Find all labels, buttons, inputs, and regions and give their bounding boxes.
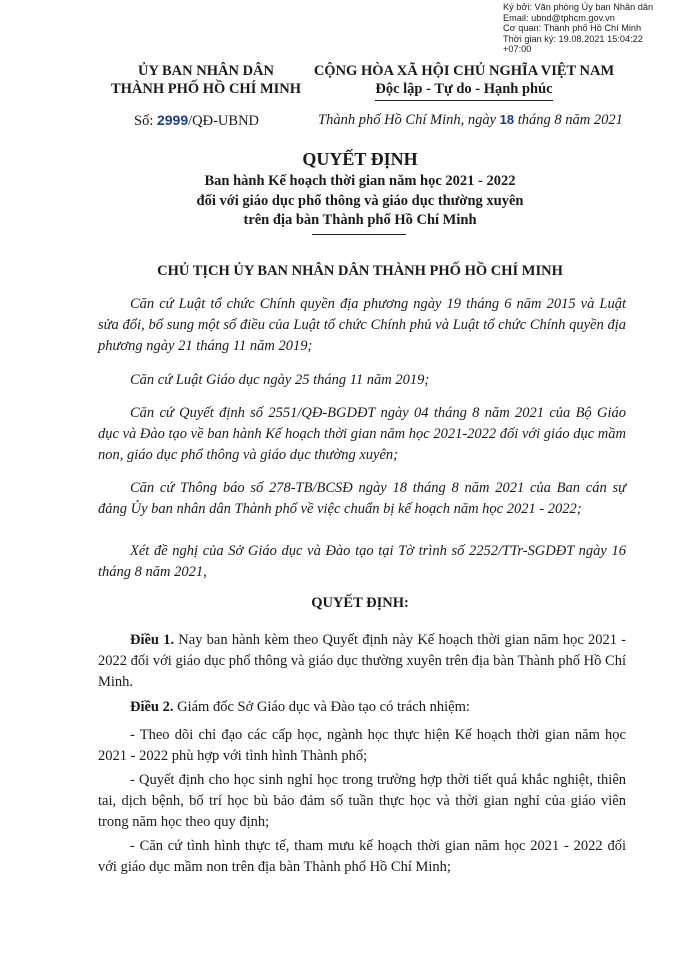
article-2-label: Điều 2. — [130, 699, 174, 715]
document-date — [318, 112, 623, 129]
signature-time: Thời gian ký: 19.08.2021 15:04:22 — [503, 33, 643, 44]
title-underline — [312, 234, 406, 235]
national-motto: Độc lập - Tự do - Hạnh phúc — [375, 80, 552, 101]
authority-heading: CHỦ TỊCH ỦY BAN NHÂN DÂN THÀNH PHỐ HỒ CHÍ MINH — [157, 263, 563, 279]
document-title: QUYẾT ĐỊNH — [302, 149, 418, 169]
subject-line-2: đối với giáo dục phổ thông và giáo dục thường xuyên — [196, 192, 524, 209]
legal-basis-2: Căn cứ Luật Giáo dục ngày 25 tháng 11 năm 2019; — [130, 372, 430, 388]
signature-signer: Ký bởi: Văn phòng Ủy ban Nhân dân — [503, 2, 654, 12]
legal-basis-5: Xét đề nghị của Sở Giáo dục và Đào tạo tại Tờ trình số 2252/TTr-SGDĐT ngày 16 tháng 8 năm 2021, — [98, 543, 626, 580]
article-1 — [98, 630, 626, 693]
article-2-item-2: - Quyết định cho học sinh nghỉ học trong trường hợp thời tiết quá khắc nghiệt, thiên tai, dịch bệnh, bố trí học bù bảo đảm số tuần thực học và thời gian nghỉ của giáo viên trong năm học theo quy định; — [98, 772, 626, 830]
article-2-item-1: - Theo dõi chỉ đạo các cấp học, ngành học thực hiện Kế hoạch thời gian năm học 2021 - 2022 phù hợp với tình hình Thành phố; — [98, 727, 626, 764]
signature-email: Email: ubnd@tphcm.gov.vn — [503, 12, 615, 23]
article-2-text: Giám đốc Sở Giáo dục và Đào tạo có trách nhiệm: — [173, 699, 470, 715]
agency-line-1: ỦY BAN NHÂN DÂN — [137, 63, 274, 79]
doc-number-prefix: Số: — [134, 113, 157, 129]
date-prefix: Thành phố Hồ Chí Minh, ngày — [318, 112, 500, 128]
signature-agency: Cơ quan: Thành phố Hồ Chí Minh — [503, 23, 642, 34]
article-2-item-3: - Căn cứ tình hình thực tế, tham mưu kế hoạch thời gian năm học 2021 - 2022 đối với giáo dục mầm non trên địa bàn Thành phố Hồ Chí Minh; — [98, 838, 626, 875]
signature-timezone: +07:00 — [503, 44, 532, 55]
legal-basis-3: Căn cứ Quyết định số 2551/QĐ-BGDĐT ngày 04 tháng 8 năm 2021 của Bộ Giáo dục và Đào tạo về ban hành Kế hoạch thời gian năm học 2021-2022 đối với giáo dục mầm non, giáo dục phổ thông và giáo dục thường xuyên; — [98, 405, 626, 463]
agency-line-2: THÀNH PHỐ HỒ CHÍ MINH — [110, 81, 302, 97]
doc-number-suffix: /QĐ-UBND — [188, 113, 260, 129]
subject-line-1: Ban hành Kế hoạch thời gian năm học 2021 - 2022 — [204, 173, 516, 189]
article-1-text: Nay ban hành kèm theo Quyết định này Kế hoạch thời gian năm học 2021 - 2022 đối với giáo dục phổ thông và giáo dục thường xuyên trên địa bàn Thành phố Hồ Chí Minh. — [98, 632, 627, 690]
country-name: CỘNG HÒA XÃ HỘI CHỦ NGHĨA VIỆT NAM — [313, 63, 615, 79]
national-title — [300, 62, 628, 101]
document-number — [134, 112, 259, 130]
issuing-agency — [108, 62, 304, 98]
legal-basis-4: Căn cứ Thông báo số 278-TB/BCSĐ ngày 18 tháng 8 năm 2021 của Ban cán sự đảng Ủy ban nhân dân Thành phố về việc chuẩn bị kế hoạch năm học 2021 - 2022; — [98, 480, 626, 517]
doc-number-value: 2999 — [156, 112, 189, 128]
legal-basis-1: Căn cứ Luật tổ chức Chính quyền địa phương ngày 19 tháng 6 năm 2015 và Luật sửa đổi, bổ sung một số điều của Luật tổ chức Chính phủ và Luật tổ chức Chính quyền địa phương ngày 21 tháng 11 năm 2019; — [98, 296, 626, 354]
date-day: 18 — [499, 112, 515, 127]
article-2 — [98, 697, 626, 718]
date-suffix: tháng 8 năm 2021 — [514, 112, 623, 128]
article-1-label: Điều 1. — [130, 632, 175, 648]
document-subject — [90, 172, 630, 231]
digital-signature-block — [503, 2, 679, 55]
decision-heading: QUYẾT ĐỊNH: — [311, 595, 409, 611]
subject-line-3: trên địa bàn Thành phố Hồ Chí Minh — [243, 212, 477, 228]
